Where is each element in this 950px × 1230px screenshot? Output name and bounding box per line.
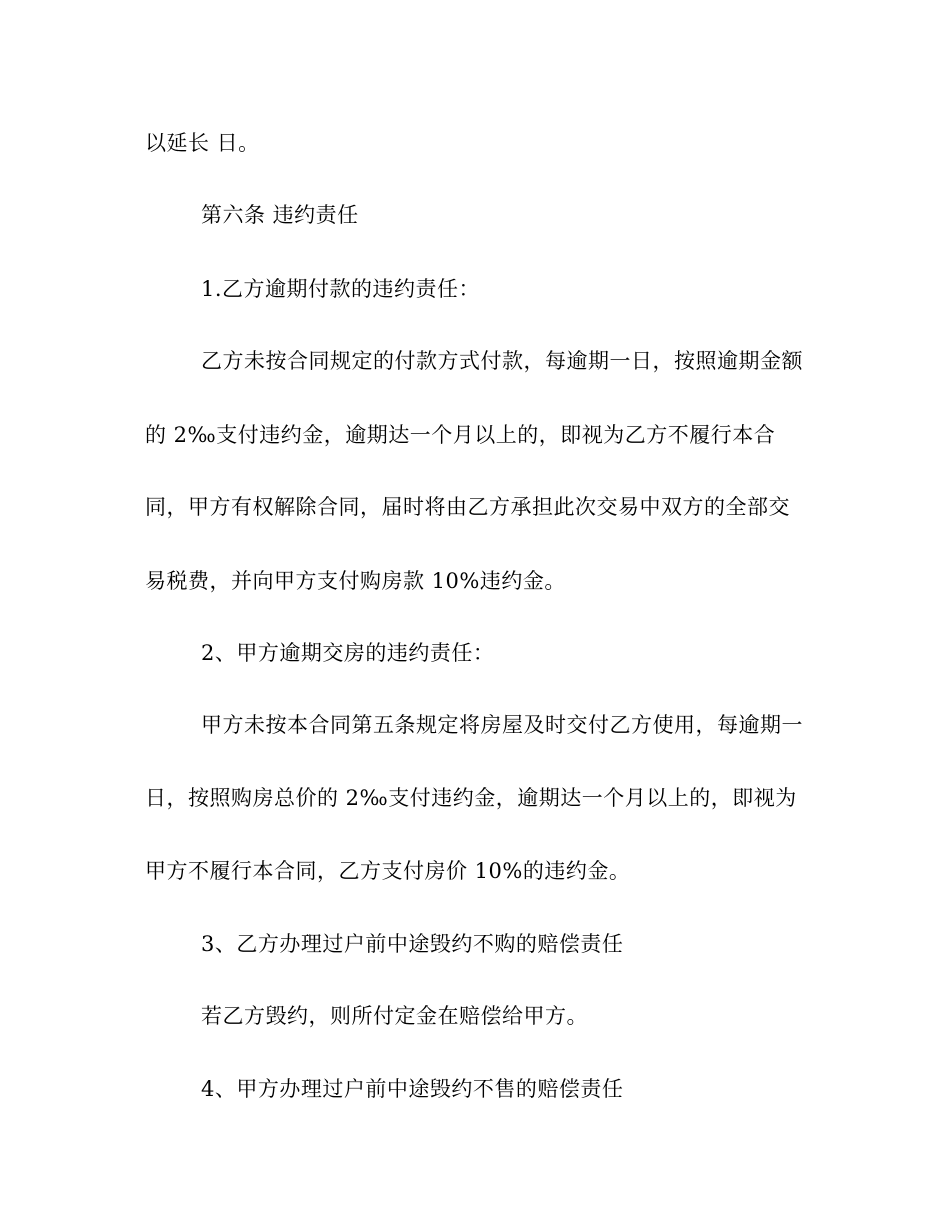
paragraph-line: 甲方不履行本合同，乙方支付房价 10%的违约金。: [145, 859, 631, 883]
paragraph-line: 以延长 日。: [145, 131, 260, 155]
paragraph-line: 日，按照购房总价的 2‰支付违约金，逾期达一个月以上的，即视为: [145, 786, 797, 810]
paragraph-line: 易税费，并向甲方支付购房款 10%违约金。: [145, 569, 566, 593]
clause-heading: 4、甲方办理过户前中途毁约不售的赔偿责任: [201, 1077, 624, 1101]
clause-heading: 1.乙方逾期付款的违约责任：: [201, 277, 481, 301]
paragraph-line: 若乙方毁约，则所付定金在赔偿给甲方。: [201, 1004, 588, 1028]
paragraph-line: 同，甲方有权解除合同，届时将由乙方承担此次交易中双方的全部交: [145, 495, 790, 519]
paragraph-line: 的 2‰支付违约金，逾期达一个月以上的，即视为乙方不履行本合: [145, 423, 776, 447]
clause-heading: 2、甲方逾期交房的违约责任：: [201, 641, 495, 665]
paragraph-line: 甲方未按本合同第五条规定将房屋及时交付乙方使用，每逾期一: [201, 713, 803, 737]
section-heading: 第六条 违约责任: [201, 203, 359, 227]
paragraph-line: 乙方未按合同规定的付款方式付款，每逾期一日，按照逾期金额: [201, 349, 803, 373]
clause-heading: 3、乙方办理过户前中途毁约不购的赔偿责任: [201, 932, 624, 956]
